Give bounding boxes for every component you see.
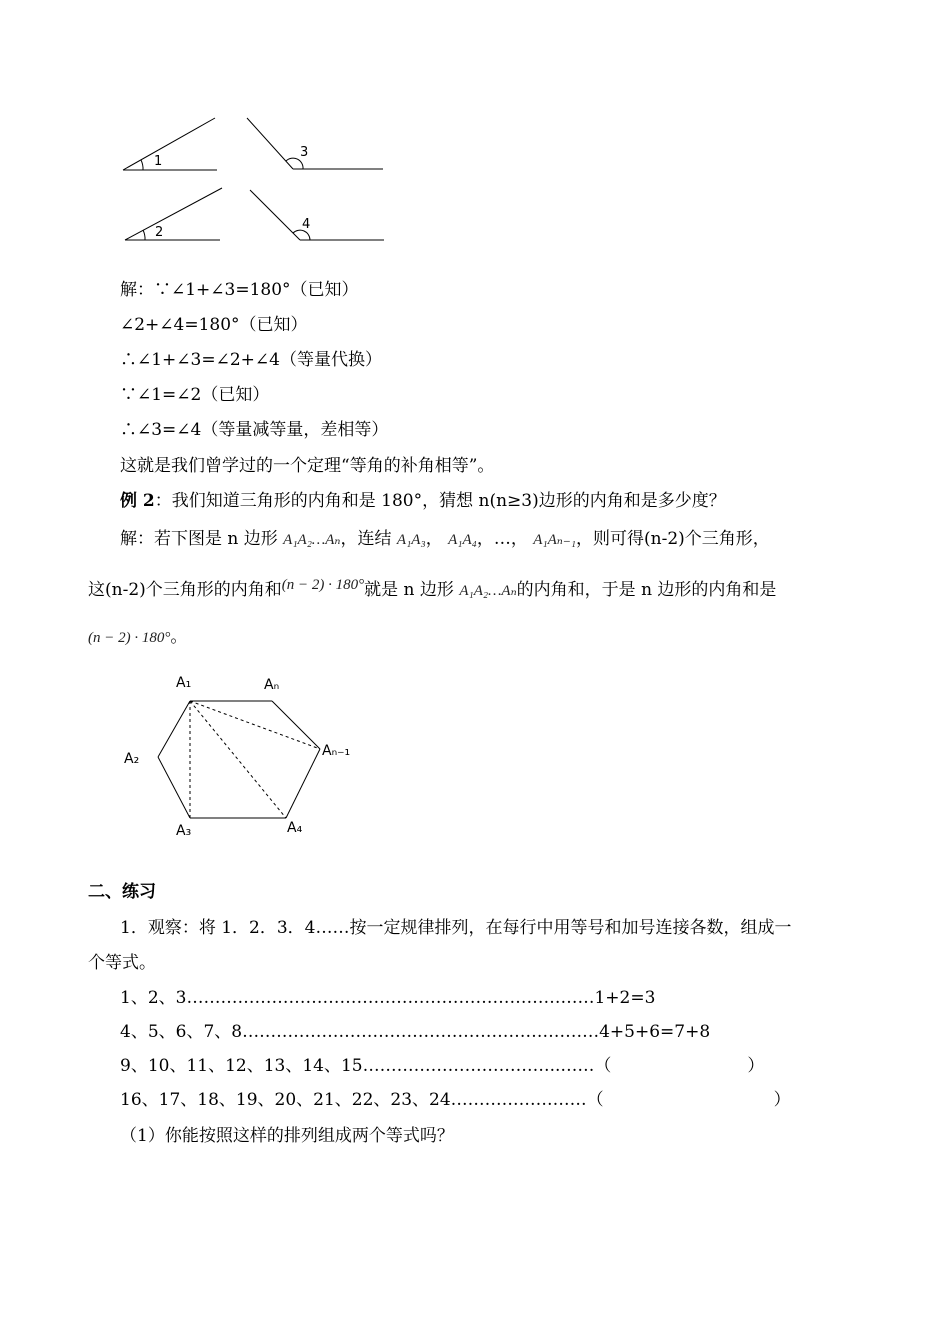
exercise-intro-1: 1．观察：将 1．2．3．4……按一定规律排列，在每行中用等号和加号连接各数，组成一 [120,918,792,938]
angle2-ray [125,188,222,240]
example2-solution-line-3: (n − 2) · 180°。 [88,627,188,647]
math-polygon-a1an: A₁A₂…Aₙ [283,532,341,548]
angle-label-2: 2 [155,225,164,240]
solution-line-2: ∠2+∠4=180°（已知） [120,315,308,335]
angle1-ray [123,118,215,170]
example2-label: 例 2 [120,491,155,511]
edge-a3-a2 [158,757,190,818]
angle3-ray [247,118,293,169]
angle2-arc [143,230,145,240]
vertex-label-a2: A₂ [124,751,140,767]
edge-an1-a4 [286,749,320,818]
exercise-question: （1）你能按照这样的排列组成两个等式吗？ [120,1126,454,1146]
vertex-label-an-1: Aₙ₋₁ [322,743,351,759]
polygon-figure [110,665,380,850]
solution-line-5: ∴∠3=∠4（等量减等量，差相等） [120,420,389,440]
example2-text: ：我们知道三角形的内角和是 180°，猜想 n(n≥3)边形的内角和是多少度？ [154,491,726,511]
exercise-intro-2: 个等式。 [88,953,156,973]
angle4-ray [250,190,300,240]
solution-line-4: ∵∠1=∠2（已知） [120,385,270,405]
solution-line-3: ∴∠1+∠3=∠2+∠4（等量代换） [120,350,382,370]
vertex-label-a4: A₄ [287,820,303,836]
math-a1an-1: A₁Aₙ₋₁ [533,532,577,548]
vertex-label-a3: A₃ [176,823,192,839]
math-polygon-a1an-2: A₁A₂…Aₙ [459,583,517,599]
edge-an-an1 [272,701,320,749]
solution-line-6: 这就是我们曾学过的一个定理“等角的补角相等”。 [120,456,495,476]
exercise-row-3: 9、10、11、12、13、14、15……………………………..……（ ） [120,1056,765,1076]
angle-figure [110,110,400,250]
math-a1a3: A₁A₃ [396,532,426,548]
angle-label-4: 4 [302,217,311,232]
exercise-row-2: 4、5、6、7、8………………………………………………………4+5+6=7+8 [120,1022,711,1042]
math-angle-sum-2: (n − 2) · 180° [88,630,171,646]
example2-statement [120,486,726,511]
vertex-label-an: Aₙ [264,677,280,693]
math-angle-sum: (n − 2) · 180° [281,577,365,593]
vertex-label-a1: A₁ [176,675,192,691]
example2-solution-line-2: 这(n-2)个三角形的内角和(n − 2) · 180°就是 n 边形 A₁A₂…Aₙ的内角和，于是 n 边形的内角和是 [88,577,777,600]
angle-label-1: 1 [154,154,163,169]
math-a1a4: A₁A₄ [448,532,477,548]
solution-line-1: 解：∵∠1+∠3=180°（已知） [120,280,359,300]
diagonal-a1-a4 [190,701,286,818]
exercise-row-4: 16、17、18、19、20、21、22、23、24……………………（ ） [120,1090,791,1110]
edge-a2-a1 [158,701,190,757]
section-heading: 二、练习 [88,882,156,902]
angle1-arc [141,160,143,170]
example2-solution-line-1: 解：若下图是 n 边形 A₁A₂…Aₙ，连结 A₁A₃， A₁A₄，…， A₁Aₙ₋₁，则可得(n-2)个三角形， [120,529,770,549]
angle-label-3: 3 [300,145,309,160]
exercise-row-1: 1、2、3………………………………………………………………1+2=3 [120,988,656,1008]
